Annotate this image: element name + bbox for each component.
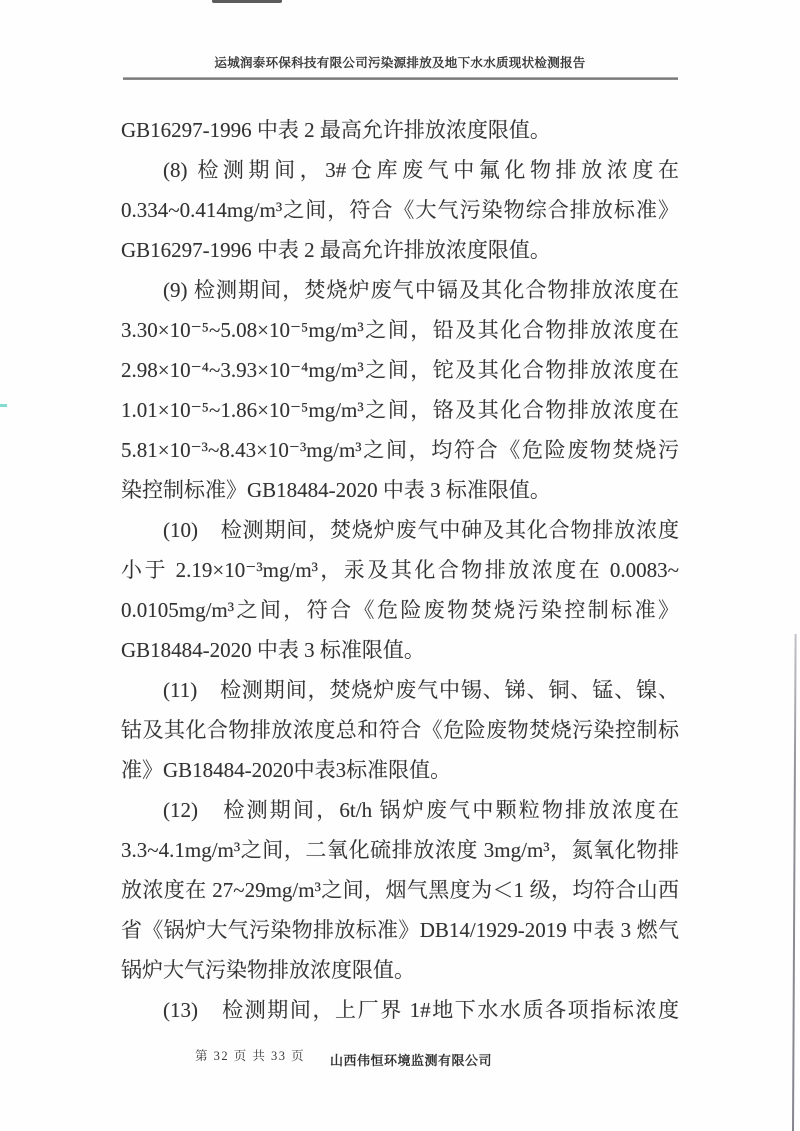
footer-company-name: 山西伟恒环境监测有限公司 [330,1053,493,1068]
text-line: 0.334~0.414mg/m³之间，符合《大气污染物综合排放标准》 [121,198,679,222]
text-line: 锅炉大气污染物排放浓度限值。 [121,958,415,982]
text-line: 3.3~4.1mg/m³之间，二氧化硫排放浓度 3mg/m³，氮氧化物排 [121,838,679,862]
text-line: GB16297-1996 中表 2 最高允许排放浓度限值。 [121,118,551,142]
scan-smudge-top [212,0,282,3]
text-line: 放浓度在 27~29mg/m³之间，烟气黑度为＜1 级，均符合山西 [121,878,679,902]
text-line: (8) 检测期间，3#仓库废气中氟化物排放浓度在 [163,158,679,182]
scan-fold-line-right [792,634,796,1131]
text-line: (11) 检测期间，焚烧炉废气中锡、锑、铜、锰、镍、 [163,678,679,702]
text-line: 3.30×10⁻⁵~5.08×10⁻⁵mg/m³之间，铅及其化合物排放浓度在 [121,318,679,342]
text-line: 2.98×10⁻⁴~3.93×10⁻⁴mg/m³之间，铊及其化合物排放浓度在 [121,358,679,382]
scan-artifact-teal-dash [0,404,7,407]
text-line: GB18484-2020 中表 3 标准限值。 [121,638,425,662]
header-rule [123,77,678,80]
text-line: (10) 检测期间，焚烧炉废气中砷及其化合物排放浓度 [163,518,679,542]
text-line: 5.81×10⁻³~8.43×10⁻³mg/m³之间，均符合《危险废物焚烧污 [121,438,679,462]
text-line: 钴及其化合物排放浓度总和符合《危险废物焚烧污染控制标 [121,718,679,742]
text-line: 小于 2.19×10⁻³mg/m³，汞及其化合物排放浓度在 0.0083~ [121,558,679,582]
text-line: (12) 检测期间，6t/h 锅炉废气中颗粒物排放浓度在 [163,798,679,822]
text-line: (13) 检测期间，上厂界 1#地下水水质各项指标浓度 [163,998,679,1022]
text-line: GB16297-1996 中表 2 最高允许排放浓度限值。 [121,238,551,262]
text-line: 准》GB18484-2020中表3标准限值。 [121,758,452,782]
text-line: 染控制标准》GB18484-2020 中表 3 标准限值。 [121,478,551,502]
header-title: 运城润泰环保科技有限公司污染源排放及地下水水质现状检测报告 [214,56,586,70]
body-text [121,110,679,1030]
text-line: (9) 检测期间，焚烧炉废气中镉及其化合物排放浓度在 [163,278,679,302]
text-line: 省《锅炉大气污染物排放标准》DB14/1929-2019 中表 3 燃气 [121,918,679,942]
footer-page-number: 第 32 页 共 33 页 [195,1049,306,1063]
text-line: 1.01×10⁻⁵~1.86×10⁻⁵mg/m³之间，铬及其化合物排放浓度在 [121,398,679,422]
text-line: 0.0105mg/m³之间，符合《危险废物焚烧污染控制标准》 [121,598,679,622]
